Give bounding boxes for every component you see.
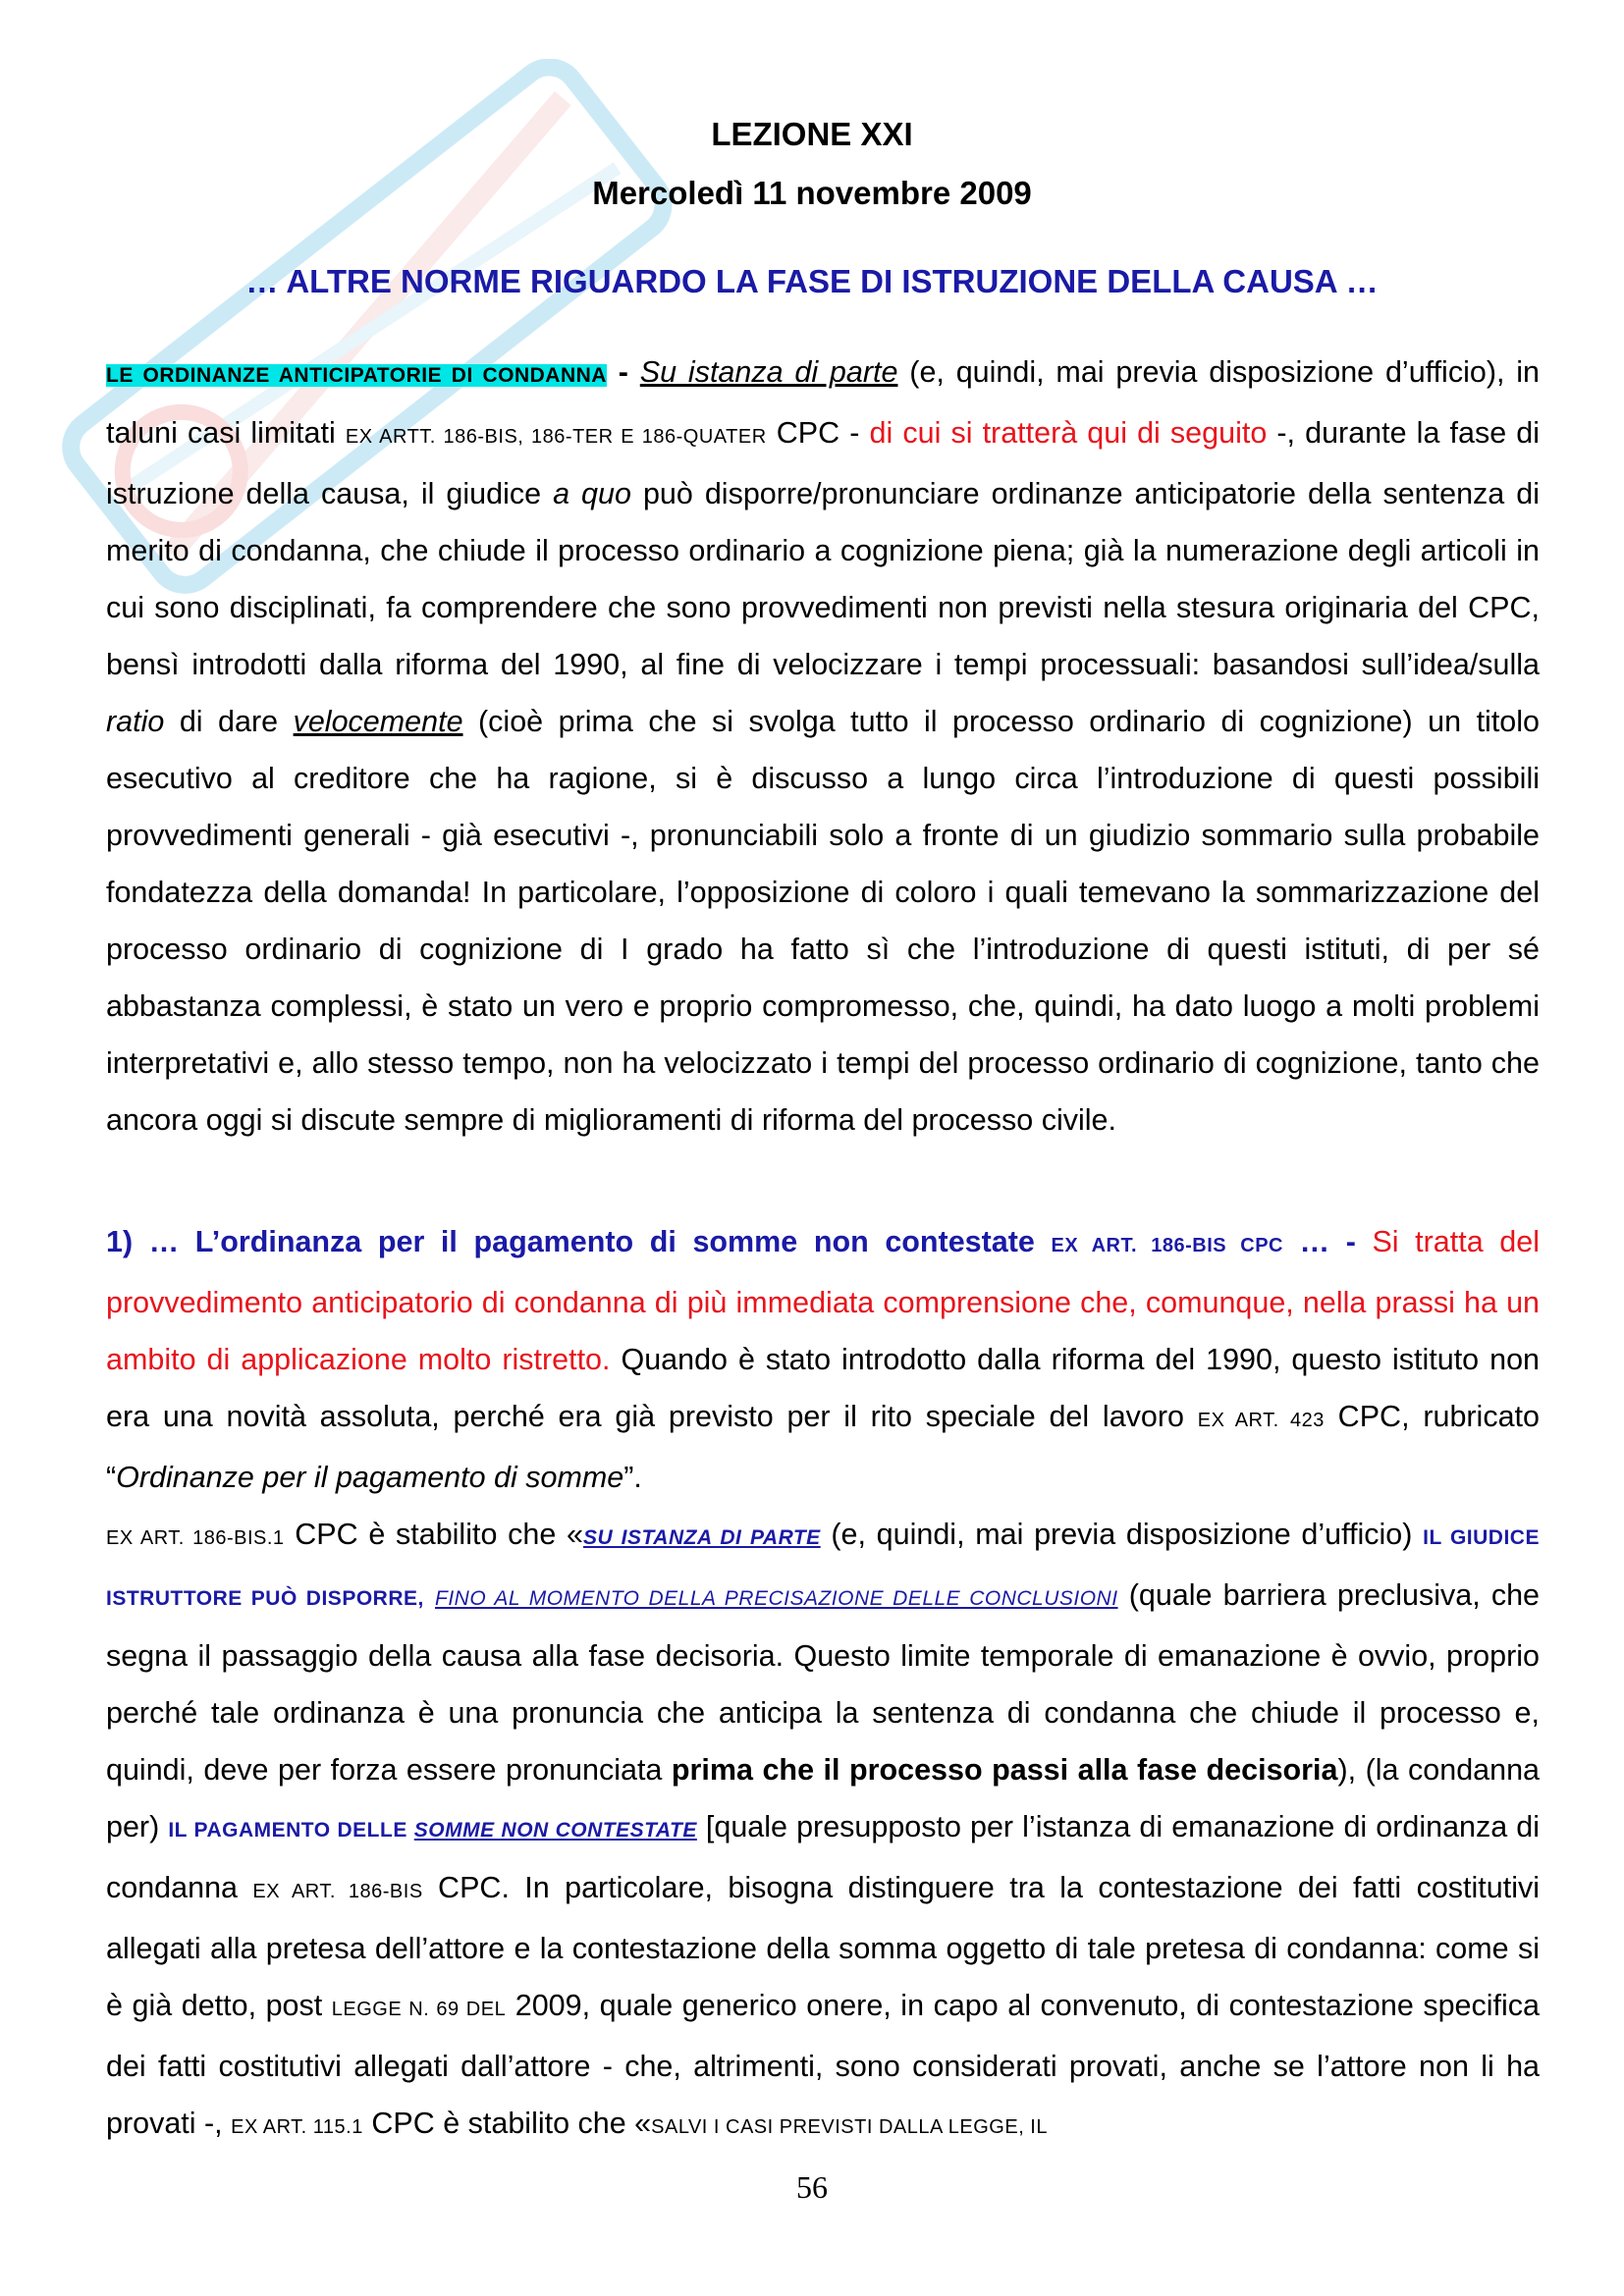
paragraph-intro: LE ORDINANZE ANTICIPATORIE DI CONDANNA - Su istanza di parte (e, quindi, mai previa disposizione d’ufficio), in taluni casi limitati EX ARTT. 186-BIS, 186-TER E 186-QUATER CPC - di cui si tratterà qui di seguito -, durante la fase di istruzione della causa, il giudice a quo può disporre/pronunciare ordinanze anticipatorie della sentenza di merito di condanna, che chiude il processo ordinario a cognizione piena; già la numerazione degli articoli in cui sono disciplinati, fa comprendere che sono provvedimenti non previsti nella stesura originaria del CPC, bensì introdotti dalla riforma del 1990, al fine di velocizzare i tempi processuali: basandosi sull’idea/sulla ratio di dare velocemente (cioè prima che si svolga tutto il processo ordinario di cognizione) un titolo esecutivo al creditore che ha ragione, si è discusso a lungo circa l’introduzione di questi possibili provvedimenti generali - già esecutivi -, pronunciabili solo a fronte di un giudizio sommario sulla probabile fondatezza della domanda! In particolare, l’opposizione di coloro i quali temevano la sommarizzazione del processo ordinario di cognizione di I grado ha fatto sì che l’introduzione di questi istituti, di per sé abbastanza complessi, è stato un vero e proprio compromesso, che, quindi, ha dato luogo a molti problemi interpretativi e, allo stesso tempo, non ha velocizzato i tempi del processo ordinario di cognizione, tanto che ancora oggi si discute sempre di miglioramenti di riforma del processo civile. bbox=[106, 355, 1541, 1137]
lesson-title: LEZIONE XXI bbox=[711, 116, 913, 152]
lesson-date: Mercoledì 11 novembre 2009 bbox=[592, 175, 1032, 211]
section-subtitle: … ALTRE NORME RIGUARDO LA FASE DI ISTRUZIONE DELLA CAUSA … bbox=[245, 263, 1379, 299]
highlighted-term: LE ORDINANZE ANTICIPATORIE DI CONDANNA bbox=[106, 364, 607, 387]
paragraph-section-1: 1) … L’ordinanza per il pagamento di somme non contestate EX ART. 186-BIS CPC … - Si tratta del provvedimento anticipatorio di condanna di più immediata comprensione che, comunque, nella prassi ha un ambito di applicazione molto ristretto. Quando è stato introdotto dalla riforma del 1990, questo istituto non era una novità assoluta, perché era già previsto per il rito speciale del lavoro EX ART. 423 CPC, rubricato “Ordinanze per il pagamento di somme”. EX ART. 186-BIS.1 CPC è stabilito che «SU ISTANZA DI PARTE (e, quindi, mai previa disposizione d’ufficio) IL GIUDICE ISTRUTTORE PUÒ DISPORRE, FINO AL MOMENTO DELLA PRECISAZIONE DELLE CONCLUSIONI (quale barriera preclusiva, che segna il passaggio della causa alla fase decisoria. Questo limite temporale di emanazione è ovvio, proprio perché tale ordinanza è una pronuncia che anticipa la sentenza di condanna che chiude il processo e, quindi, deve per forza essere pronunciata prima che il processo passi alla fase decisoria), (la condanna per) IL PAGAMENTO DELLE SOMME NON CONTESTATE [quale presupposto per l’istanza di emanazione di ordinanza di condanna EX ART. 186-BIS CPC. In particolare, bisogna distinguere tra la contestazione dei fatti costitutivi allegati alla pretesa dell’attore e la contestazione della somma oggetto di tale pretesa di condanna: come si è già detto, post LEGGE N. 69 DEL 2009, quale generico onere, in capo al convenuto, di contestazione specifica dei fatti costitutivi allegati dall’attore - che, altrimenti, sono considerati provati, anche se l’attore non li ha provati -, EX ART. 115.1 CPC è stabilito che «SALVI I CASI PREVISTI DALLA LEGGE, IL bbox=[106, 1225, 1541, 2140]
page-number: 56 bbox=[796, 2169, 828, 2205]
section-heading: 1) … L’ordinanza per il pagamento di somme non contestate bbox=[106, 1225, 1052, 1258]
